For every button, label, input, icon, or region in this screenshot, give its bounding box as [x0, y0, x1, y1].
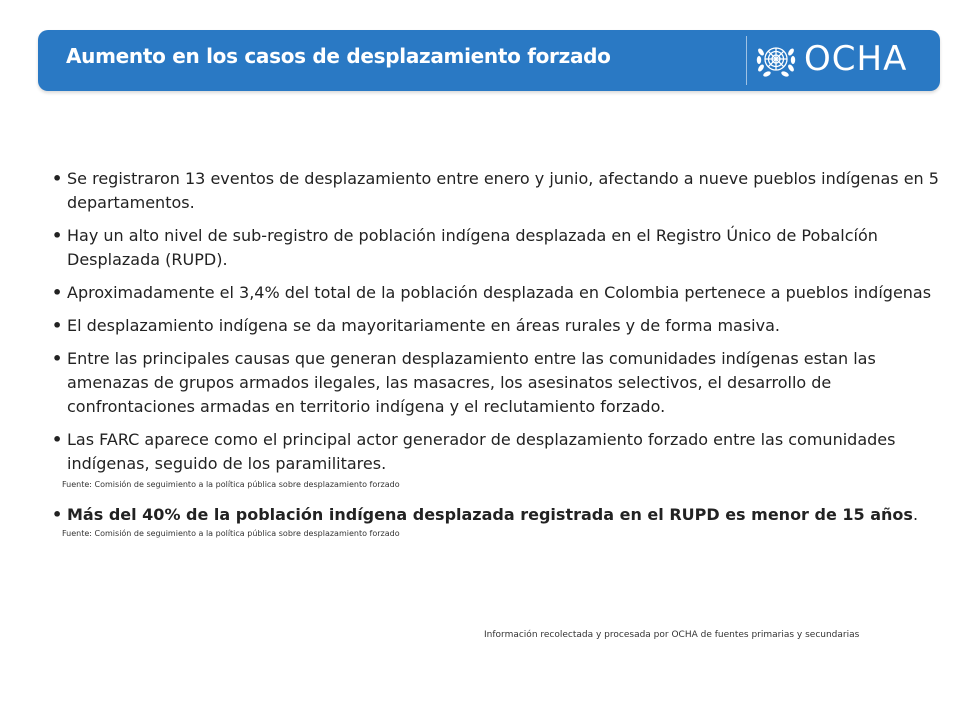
bullet-text: Hay un alto nivel de sub-registro de población indígena desplazada en el Registro Único de Pobalcíón Desplazada (RUPD).: [67, 226, 878, 269]
bullet-dot: •: [52, 169, 63, 188]
bullet-dot: •: [52, 505, 63, 524]
bullet-item: [52, 347, 940, 419]
bullet-item: [52, 281, 940, 305]
highlight-period: .: [912, 505, 919, 524]
bullet-item: [52, 428, 940, 476]
title-banner: [38, 30, 940, 91]
logo-text: OCHA: [804, 39, 908, 79]
highlight-text: Más del 40% de la población indígena desplazada registrada en el RUPD es menor de 15 años: [67, 505, 913, 524]
bullet-item: [52, 224, 940, 272]
page-title: Aumento en los casos de desplazamiento forzado: [66, 44, 611, 68]
bullet-dot: •: [52, 349, 63, 368]
bullet-dot: •: [52, 226, 63, 245]
bullet-item: [52, 314, 940, 338]
highlight-bullet: [52, 503, 940, 527]
bullet-text: Entre las principales causas que generan desplazamiento entre las comunidades indígenas estan las amenazas de grupos armados ilegales, las masacres, los asesinatos selectivos, el desarrollo de confrontaciones armadas en territorio indígena y el reclutamiento forzado.: [67, 349, 876, 416]
bullet-dot: •: [52, 430, 63, 449]
ocha-logo: [746, 34, 932, 87]
bullet-item: [52, 167, 940, 215]
bullet-dot: •: [52, 283, 63, 302]
logo-divider: [746, 36, 747, 85]
un-emblem-icon: [754, 38, 798, 82]
bullet-dot: •: [52, 316, 63, 335]
credit-note: Información recolectada y procesada por OCHA de fuentes primarias y secundarias: [484, 630, 860, 640]
bullet-list: [52, 167, 940, 552]
source-note: Fuente: Comisión de seguimiento a la política pública sobre desplazamiento forzado: [62, 480, 400, 489]
bullet-text: El desplazamiento indígena se da mayoritariamente en áreas rurales y de forma masiva.: [67, 316, 780, 335]
bullet-text: Se registraron 13 eventos de desplazamiento entre enero y junio, afectando a nueve pueblos indígenas en 5 departamentos.: [67, 169, 939, 212]
source-note: Fuente: Comisión de seguimiento a la política pública sobre desplazamiento forzado: [62, 529, 400, 538]
bullet-text: Las FARC aparece como el principal actor generador de desplazamiento forzado entre las comunidades indígenas, seguido de los paramilitares.: [67, 430, 896, 473]
bullet-text: Aproximadamente el 3,4% del total de la población desplazada en Colombia pertenece a pueblos indígenas: [67, 283, 932, 302]
